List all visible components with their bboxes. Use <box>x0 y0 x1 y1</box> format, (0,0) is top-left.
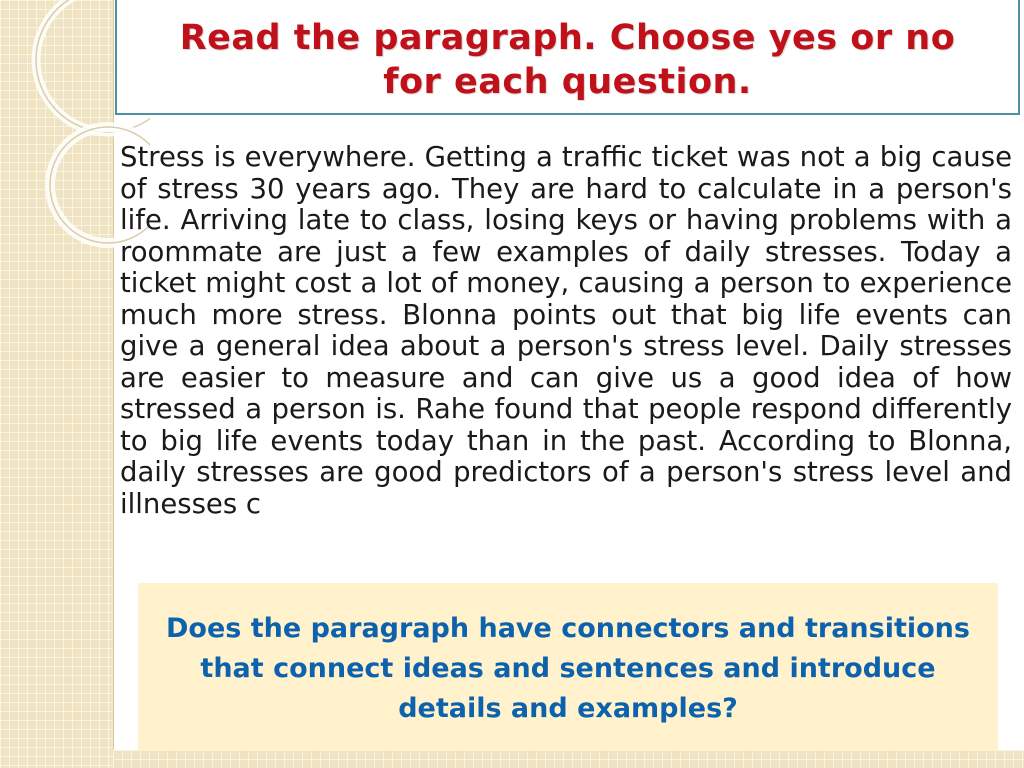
reading-paragraph: Stress is everywhere. Getting a traffic ticket was not a big cause of stress 30 years ago. They are hard to calculate in a person's life. Arriving late to class, losing keys or having problems with a roommate are just a few examples of daily stresses. Today a ticket might cost a lot of money, causing a person to experience much more stress. Blonna points out that big life events can give a general idea about a person's stress level. Daily stresses are easier to measure and can give us a good idea of how stressed a person is. Rahe found that people respond differently to big life events today than in the past. According to Blonna, daily stresses are good predictors of a person's stress level and illnesses c <box>120 142 1012 520</box>
question-text: Does the paragraph have connectors and transitions that connect ideas and sentences and introduce details and examples? <box>166 613 970 724</box>
slide-title: Read the paragraph. Choose yes or no for each question. <box>179 17 956 102</box>
question-box <box>138 583 998 751</box>
decorative-bottom-band <box>113 750 1024 768</box>
title-box <box>115 0 1020 115</box>
